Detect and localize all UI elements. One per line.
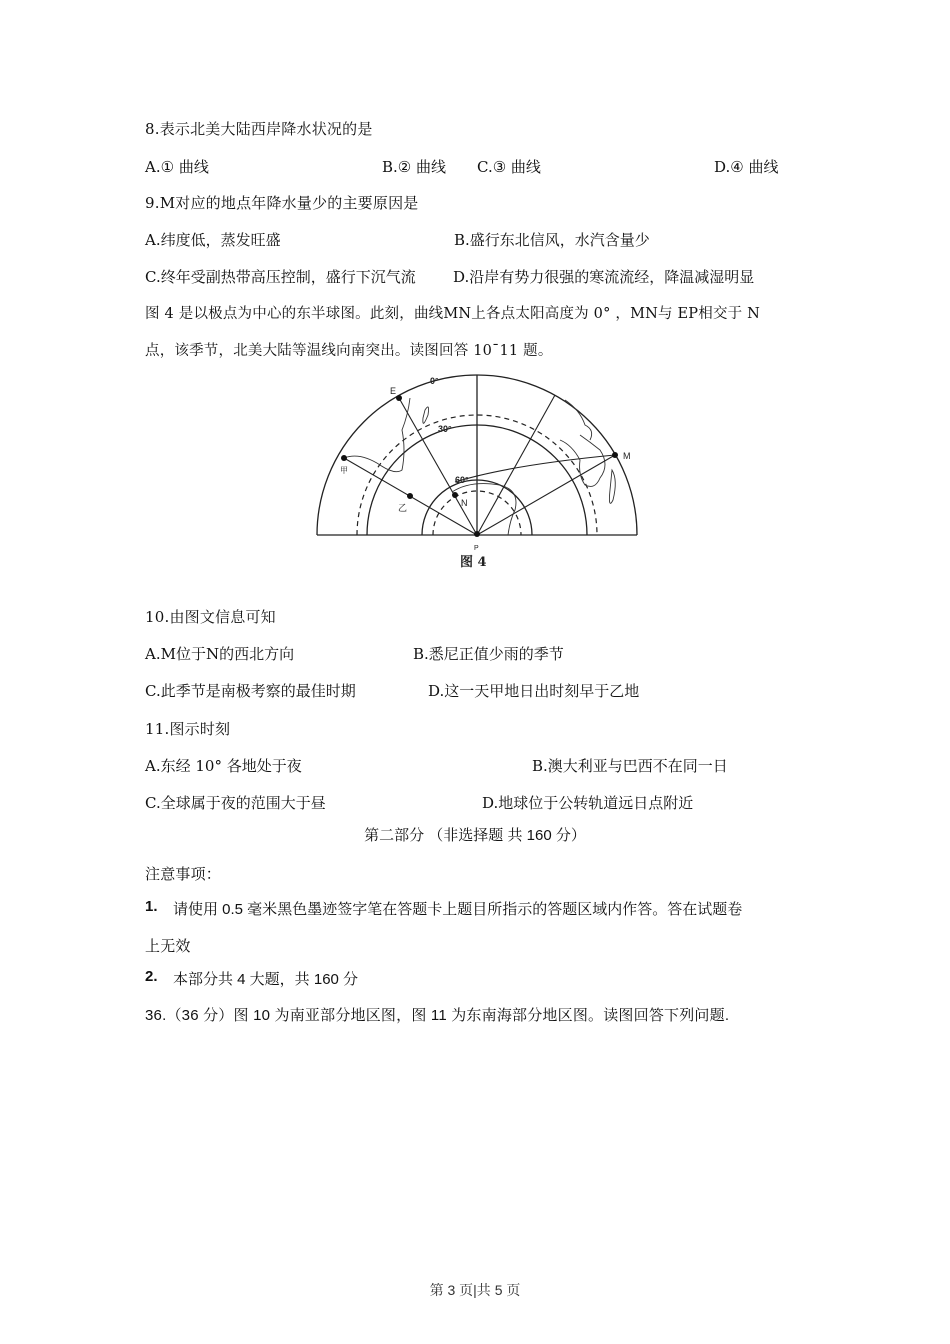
q10-option-a: A.M位于N的西北方向 [145,645,295,663]
notice-1-number: 1. [145,898,158,915]
figure-caption: 图 4 [460,555,487,570]
q8-option-c: C.③ 曲线 [477,158,541,176]
q11-option-a: A.东经 10° 各地处于夜 [145,757,302,775]
part2-title: 第二部分 （非选择题 共 160 分） [364,827,586,844]
q9-option-b: B.盛行东北信风，水汽含量少 [454,231,650,249]
coastline-west [344,398,410,472]
q11-option-d: D.地球位于公转轨道远日点附近 [482,794,694,812]
q11-option-b: B.澳大利亚与巴西不在同一日 [532,757,728,775]
figure-4-polar-map [310,370,650,580]
point-P [474,531,480,537]
label-yi: 乙 [398,503,408,513]
q8-option-b: B.② 曲线 [382,158,447,176]
radial-M [477,455,615,535]
point-jia [341,455,347,461]
page-footer: 第 3 页|共 5 页 [429,1282,521,1298]
label-lat-0: 0° [430,376,439,386]
label-M: M [623,451,631,461]
label-P: P [474,545,479,552]
island-west [423,407,429,423]
notice-2-text: 本部分共 4 大题，共 160 分 [173,971,359,988]
q10-option-d: D.这一天甲地日出时刻早于乙地 [428,682,640,700]
label-N: N [461,498,468,508]
notice-title: 注意事项： [145,866,222,883]
point-N [452,492,458,498]
q9-option-d: D.沿岸有势力很强的寒流流经，降温减湿明显 [453,268,755,286]
point-E [396,395,402,401]
q9-stem: 9.M对应的地点年降水量少的主要原因是 [145,194,419,212]
point-yi [407,493,413,499]
q11-stem: 11.图示时刻 [145,720,231,738]
q10-stem: 10.由图文信息可知 [145,608,276,626]
island-east [609,470,615,503]
notice-1-text: 请使用 0.5 毫米黑色墨迹签字笔在答题卡上题目所指示的答题区域内作答。答在试题卷 [173,901,743,918]
q8-option-a: A.① 曲线 [145,158,209,176]
q10-option-b: B.悉尼正值少雨的季节 [413,645,564,663]
label-E: E [390,386,397,396]
notice-2-number: 2. [145,968,158,985]
intro-line-2: 点，该季节，北美大陆等温线向南突出。读图回答 10¯11 题。 [145,343,553,359]
q11-option-c: C.全球属于夜的范围大于昼 [145,794,326,812]
notice-1-continued: 上无效 [145,938,191,955]
intro-line-1: 图 4 是以极点为中心的东半球图。此刻，曲线MN上各点太阳高度为 0° ，MN与 EP相交于 N [145,306,761,322]
label-lat-30: 30° [438,424,452,434]
q9-option-a: A.纬度低，蒸发旺盛 [145,231,281,249]
q36-stem: 36.（36 分）图 10 为南亚部分地区图，图 11 为东南海部分地区图。读图回答下列问题. [145,1007,730,1024]
label-jia: 甲 [340,466,348,475]
point-M [612,452,618,458]
q10-option-c: C.此季节是南极考察的最佳时期 [145,682,356,700]
q8-option-d: D.④ 曲线 [714,158,779,176]
q8-stem: 8.表示北美大陆西岸降水状况的是 [145,120,373,138]
label-lat-60: 60° [455,475,469,485]
q9-option-c: C.终年受副热带高压控制，盛行下沉气流 [145,268,416,286]
